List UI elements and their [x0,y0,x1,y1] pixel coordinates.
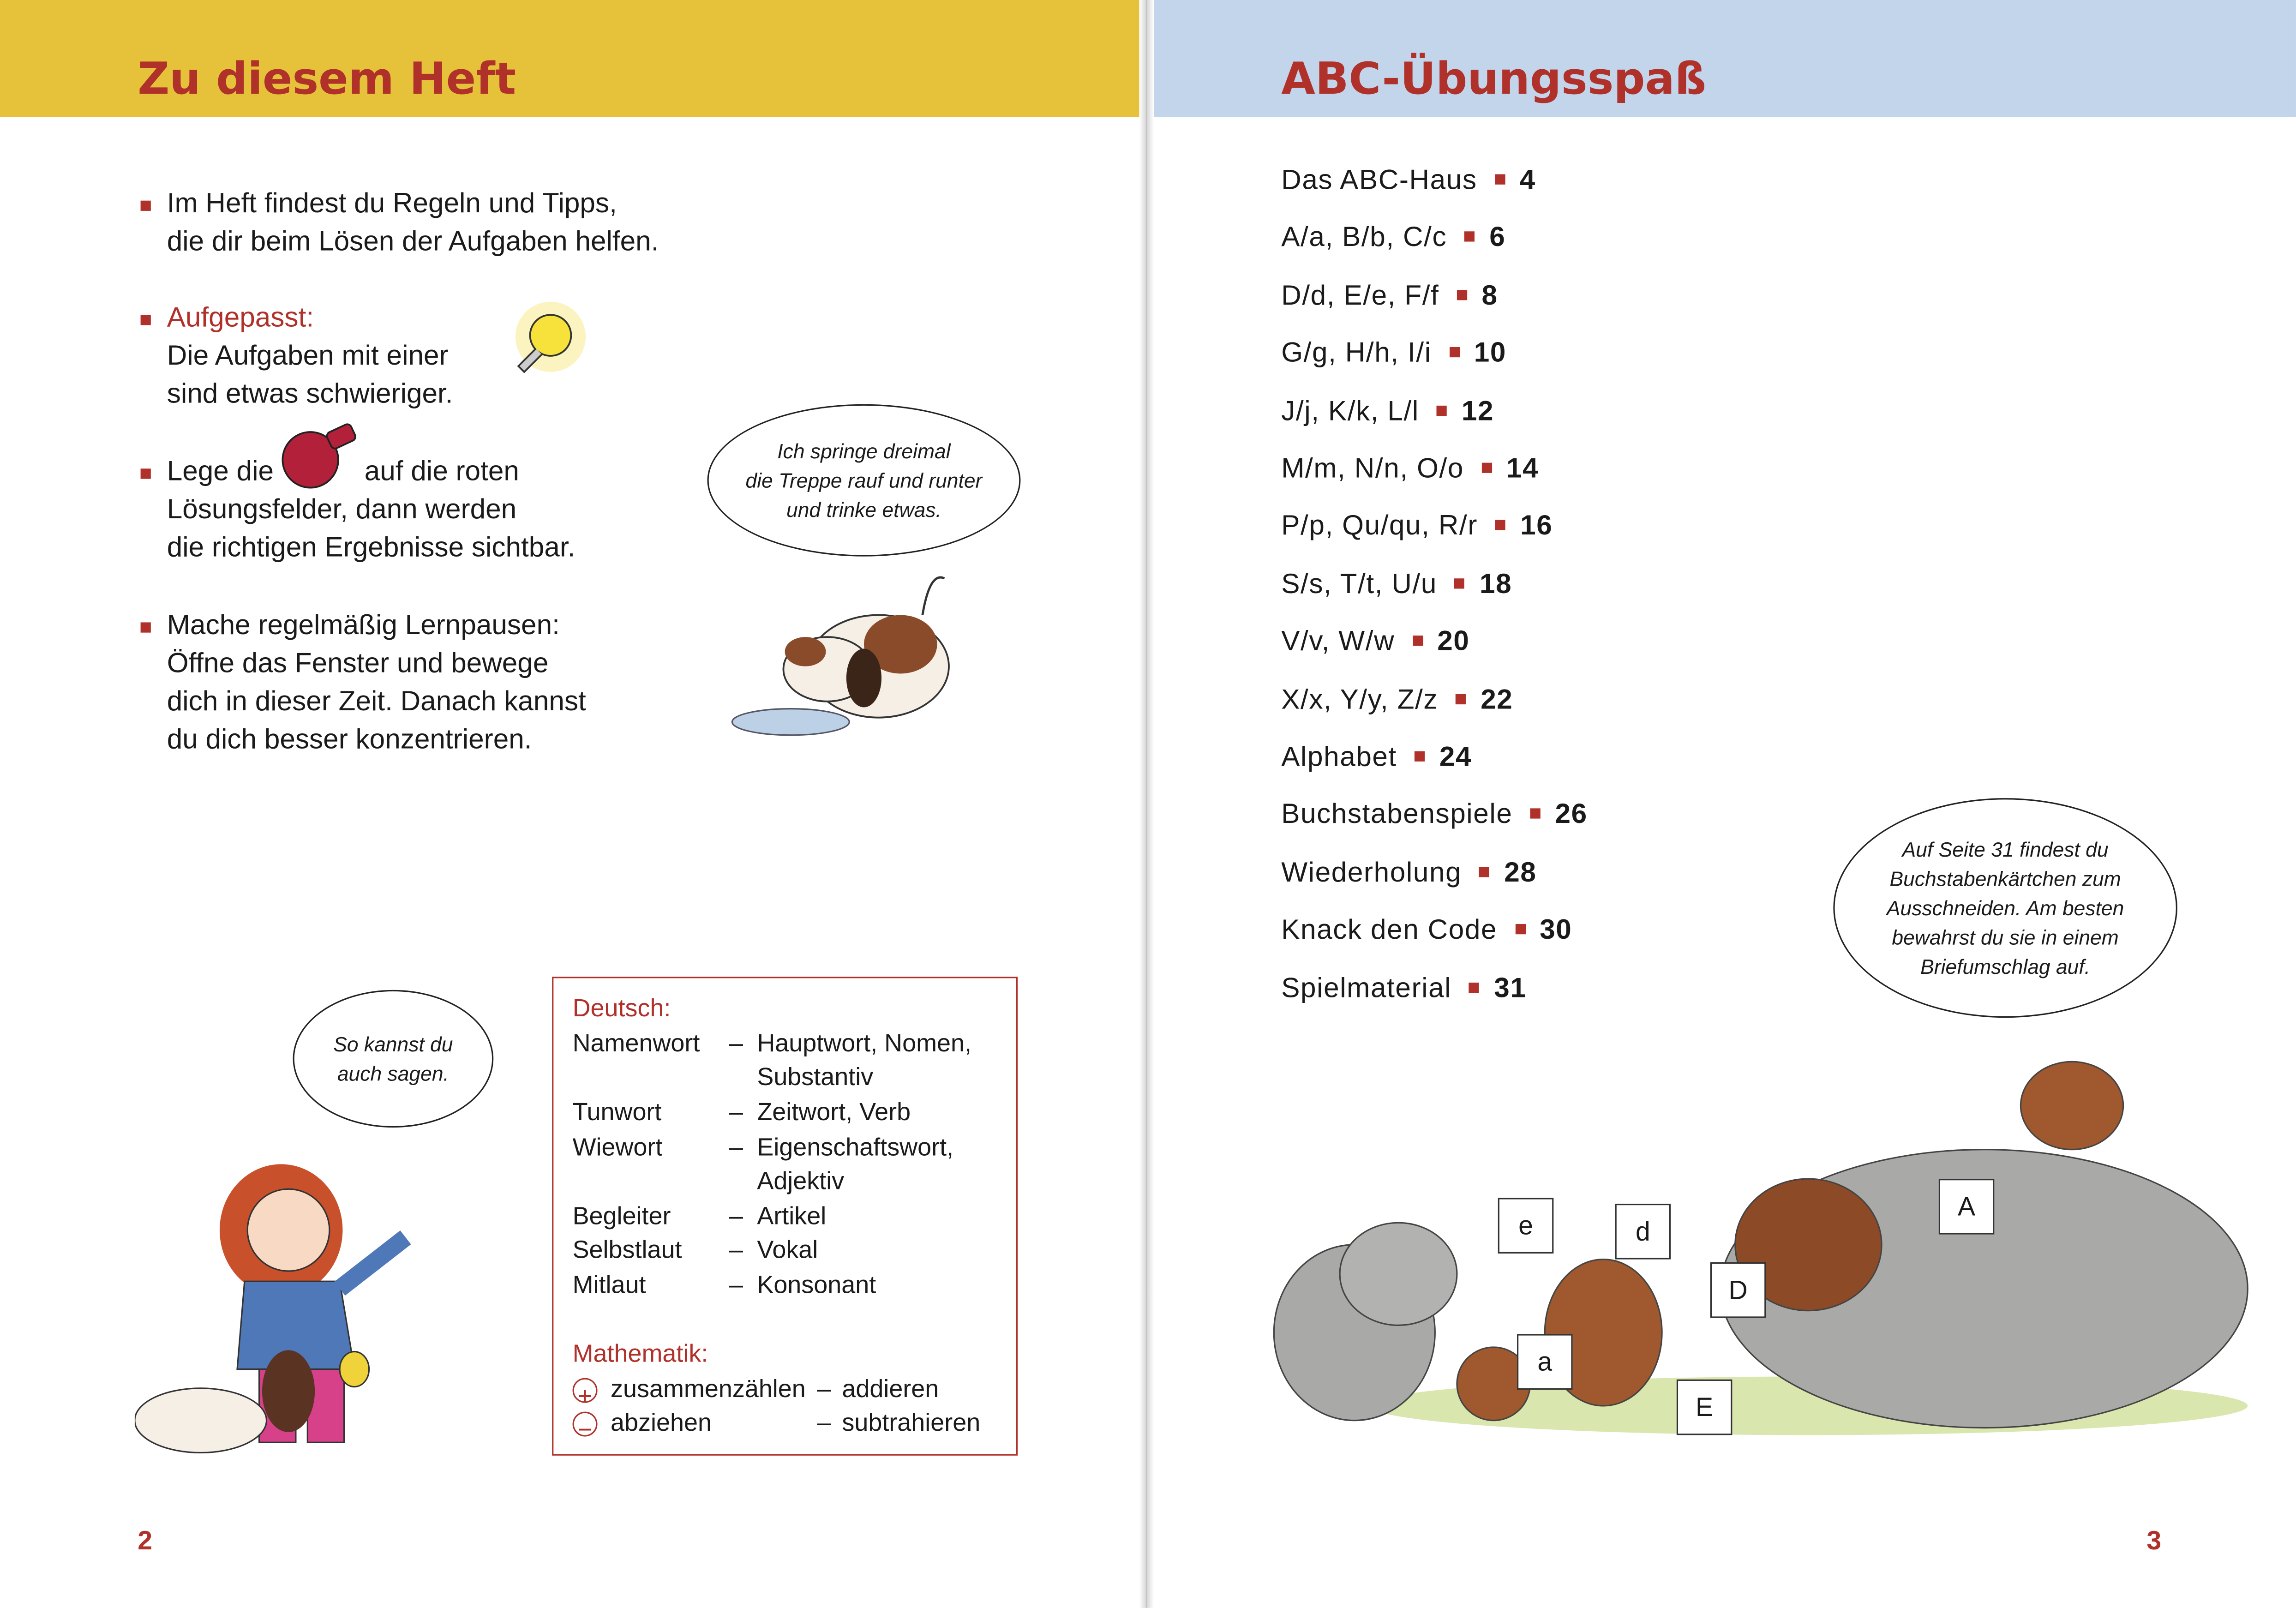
bullet-label: Aufgepasst: [167,303,314,334]
toc-page-number: 14 [1506,454,1539,485]
toc-page-number: 20 [1437,627,1470,658]
toc-entry [1281,570,1512,602]
glossary-term: Wiewort [572,1133,663,1162]
glossary-dash: – [729,1029,743,1057]
letter-card: D [1710,1262,1766,1318]
toc-entry [1281,223,1505,256]
dog-drinking-illustration [725,564,967,747]
toc-label: G/g, H/h, I/i [1281,338,1432,370]
glossary-definition: Vokal [757,1236,818,1264]
toc-label: Buchstabenspiele [1281,800,1513,831]
bullet-text: die dir beim Lösen der Aufgaben helfen. [167,227,659,258]
bubble-text: bewahrst du sie in einem [1892,925,2119,949]
glossary-box [552,977,1018,1456]
toc-page-number: 4 [1519,165,1536,197]
page-gutter [1139,0,1154,1608]
bullet-text: dich in dieser Zeit. Danach kannst [167,687,586,718]
toc-separator-marker [1479,867,1489,877]
bullet-text: Öffne das Fenster und bewege [167,648,549,680]
toc-entry [1281,396,1494,429]
monkey-speech-bubble [1833,798,2177,1018]
page-title-left: Zu diesem Heft [138,54,516,106]
toc-separator-marker [1457,290,1467,300]
glossary-definition: subtrahieren [842,1409,981,1437]
lightbulb-icon [495,299,591,386]
bullet-marker [141,468,151,479]
letter-card: A [1939,1179,1995,1235]
bubble-text: auch sagen. [337,1062,449,1086]
toc-page-number: 26 [1555,800,1588,831]
toc-separator-marker [1481,463,1492,473]
glossary-term: Tunwort [572,1098,662,1126]
toc-entry [1281,973,1526,1006]
bullet-marker [141,201,151,211]
toc-entry [1281,627,1469,660]
toc-label: P/p, Qu/qu, R/r [1281,511,1478,543]
bullet-loesungsfolie [167,454,575,568]
glossary-definition: Adjektiv [757,1167,845,1195]
toc-entry [1281,685,1513,717]
toc-entry [1281,800,1588,833]
page-number-left: 2 [138,1526,153,1555]
glossary-term: Begleiter [572,1202,671,1230]
animals-illustration [1252,1025,2262,1464]
glossary-dash: – [729,1271,743,1299]
bubble-text: Auf Seite 31 findest du [1902,837,2109,861]
toc-entry [1281,339,1506,371]
toc-page-number: 10 [1474,338,1506,370]
toc-page-number: 6 [1489,223,1506,254]
toc-label: Spielmaterial [1281,973,1452,1004]
toc-label: V/v, W/w [1281,627,1395,658]
bullet-marker [141,622,151,632]
toc-page-number: 8 [1481,281,1498,312]
bullet-tips [167,186,659,262]
glossary-definition: Hauptwort, Nomen, [757,1029,972,1057]
page-number-right: 3 [2146,1526,2162,1555]
toc-label: Knack den Code [1281,915,1498,947]
glossary-dash: – [729,1236,743,1264]
toc-separator-marker [1412,636,1422,646]
bubble-text: So kannst du [333,1032,453,1056]
toc-separator-marker [1530,809,1541,819]
bubble-text: die Treppe rauf und runter [745,468,983,492]
letter-card: E [1677,1380,1732,1435]
bullet-text: Lösungsfelder, dann werden [167,495,517,526]
dog-speech-bubble [707,404,1020,557]
toc-label: Das ABC-Haus [1281,165,1477,197]
bullet-text: sind etwas schwieriger. [167,379,453,410]
glossary-term: abziehen [611,1409,712,1437]
bubble-text: Ich springe dreimal [777,439,951,463]
toc-separator-marker [1515,924,1525,935]
toc-separator-marker [1456,694,1466,704]
toc-label: A/a, B/b, C/c [1281,223,1447,254]
toc-page-number: 24 [1439,742,1472,774]
page-title-right: ABC-Übungsspaß [1281,54,1707,106]
toc-page-number: 16 [1520,511,1553,543]
glossary-dash: – [729,1202,743,1230]
toc-separator-marker [1455,578,1465,588]
toc-entry [1281,281,1498,313]
toc-separator-marker [1469,982,1479,992]
toc-page-number: 18 [1480,569,1512,600]
bullet-text: die richtigen Ergebnisse sichtbar. [167,533,575,564]
girl-with-dog-illustration [135,1150,413,1464]
glossary-definition: Eigenschaftswort, [757,1133,954,1162]
toc-label: Alphabet [1281,742,1397,774]
glossary-term: Selbstlaut [572,1236,682,1264]
toc-separator-marker [1449,347,1459,357]
toc-entry [1281,858,1536,890]
toc-page-number: 30 [1540,915,1572,947]
bullet-text: du dich besser konzentrieren. [167,725,532,756]
bullet-aufgepasst [167,300,453,414]
glossary-term: Namenwort [572,1029,700,1057]
toc-label: Wiederholung [1281,858,1462,889]
toc-separator-marker [1464,232,1475,242]
toc-label: X/x, Y/y, Z/z [1281,684,1439,716]
glossary-definition: Artikel [757,1202,827,1230]
bubble-text: Ausschneiden. Am besten [1886,896,2124,920]
bullet-text: auf die roten [364,456,519,488]
girl-speech-bubble [293,990,494,1128]
toc-entry [1281,166,1536,198]
toc-entry [1281,743,1472,775]
bullet-lernpausen [167,608,586,760]
toc-separator-marker [1415,751,1425,762]
toc-separator-marker [1495,521,1505,531]
letter-card: a [1517,1334,1573,1390]
bullet-marker [141,315,151,325]
toc-entry [1281,454,1539,486]
glossary-definition: Substantiv [757,1063,874,1091]
glossary-term: Mitlaut [572,1271,646,1299]
glossary-dash: – [817,1375,831,1403]
toc-page-number: 31 [1494,973,1527,1004]
toc-label: S/s, T/t, U/u [1281,569,1438,600]
plus-circle-icon: + [573,1378,598,1403]
glossary-term: zusammenzählen [611,1375,806,1403]
toc-entry [1281,916,1572,948]
bullet-text: Lege die [167,456,274,488]
glossary-dash: – [729,1133,743,1162]
toc-page-number: 28 [1504,858,1537,889]
glossary-heading-mathematik: Mathematik: [572,1340,708,1368]
glossary-heading-deutsch: Deutsch: [572,994,671,1022]
red-decoder-icon [278,422,366,495]
toc-label: J/j, K/k, L/l [1281,396,1419,427]
toc-label: D/d, E/e, F/f [1281,281,1439,312]
glossary-dash: – [729,1098,743,1126]
bullet-text: Mache regelmäßig Lernpausen: [167,611,560,642]
toc-entry [1281,512,1553,544]
toc-separator-marker [1495,174,1505,185]
bubble-text: und trinke etwas. [786,498,941,522]
toc-separator-marker [1437,405,1447,415]
glossary-definition: Zeitwort, Verb [757,1098,911,1126]
toc-label: M/m, N/n, O/o [1281,454,1464,485]
glossary-dash: – [817,1409,831,1437]
minus-circle-icon: − [573,1412,598,1437]
glossary-definition: Konsonant [757,1271,876,1299]
toc-page-number: 22 [1481,684,1513,716]
bubble-text: Briefumschlag auf. [1920,954,2091,978]
bullet-text: Die Aufgaben mit einer [167,341,449,372]
letter-card: d [1615,1204,1671,1260]
toc-page-number: 12 [1461,396,1494,427]
glossary-definition: addieren [842,1375,939,1403]
letter-card: e [1498,1198,1554,1254]
bubble-text: Buchstabenkärtchen zum [1889,867,2121,891]
bullet-text: Im Heft findest du Regeln und Tipps, [167,189,617,220]
